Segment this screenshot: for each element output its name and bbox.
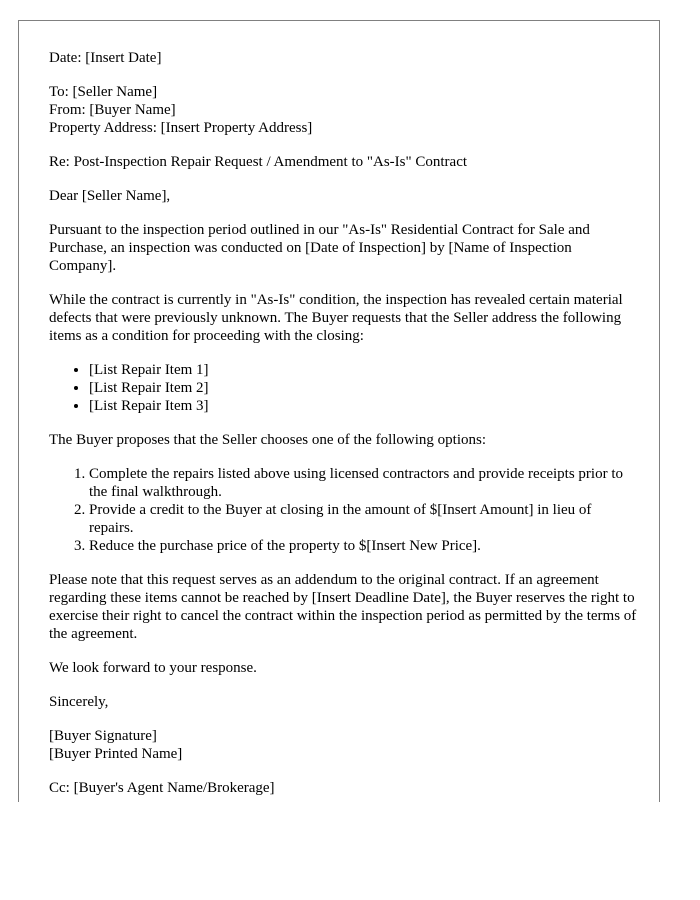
address-block [49, 83, 639, 137]
letter-date: Date: [Insert Date] [49, 50, 162, 66]
paragraph-addendum: Please note that this request serves as an addendum to the original contract. If an agreement regarding these items cannot be reached by [Insert Deadline Date], the Buyer reserves the right to exercise their right to cancel the contract within the inspection period as permitted by the terms of the agreement. [49, 572, 637, 642]
from-line: From: [Buyer Name] [49, 102, 176, 118]
letter-page [18, 20, 660, 802]
subject-line: Re: Post-Inspection Repair Request / Amendment to "As-Is" Contract [49, 154, 468, 170]
paragraph-defects: While the contract is currently in "As-Is" condition, the inspection has revealed certain material defects that were previously unknown. The Buyer requests that the Seller address the following items as a condition for proceeding with the closing: [49, 292, 623, 344]
signature-line: [Buyer Signature] [49, 728, 157, 744]
paragraph-inspection: Pursuant to the inspection period outlined in our "As-Is" Residential Contract for Sale and Purchase, an inspection was conducted on [Date of Inspection] by [Name of Inspection Company]. [49, 222, 590, 274]
list-item: • [List Repair Item 1] [89, 361, 639, 379]
letter-content [49, 49, 639, 813]
paragraph-response: We look forward to your response. [49, 660, 257, 676]
list-item: 3. Reduce the purchase price of the property to $[Insert New Price]. [89, 537, 639, 555]
signature-block [49, 727, 639, 763]
list-item: 1. Complete the repairs listed above using licensed contractors and provide receipts prior to the final walkthrough. [89, 465, 639, 501]
list-item: • [List Repair Item 3] [89, 397, 639, 415]
property-address-line: Property Address: [Insert Property Address] [49, 120, 313, 136]
printed-name-line: [Buyer Printed Name] [49, 746, 183, 762]
cc-line: Cc: [Buyer's Agent Name/Brokerage] [49, 780, 275, 796]
list-item: • [List Repair Item 2] [89, 379, 639, 397]
repair-items-list [49, 361, 639, 415]
closing: Sincerely, [49, 694, 109, 710]
list-item: 2. Provide a credit to the Buyer at closing in the amount of $[Insert Amount] in lieu of repairs. [89, 501, 639, 537]
options-list [49, 465, 639, 555]
salutation: Dear [Seller Name], [49, 188, 171, 204]
to-line: To: [Seller Name] [49, 84, 158, 100]
paragraph-options-intro: The Buyer proposes that the Seller chooses one of the following options: [49, 432, 486, 448]
